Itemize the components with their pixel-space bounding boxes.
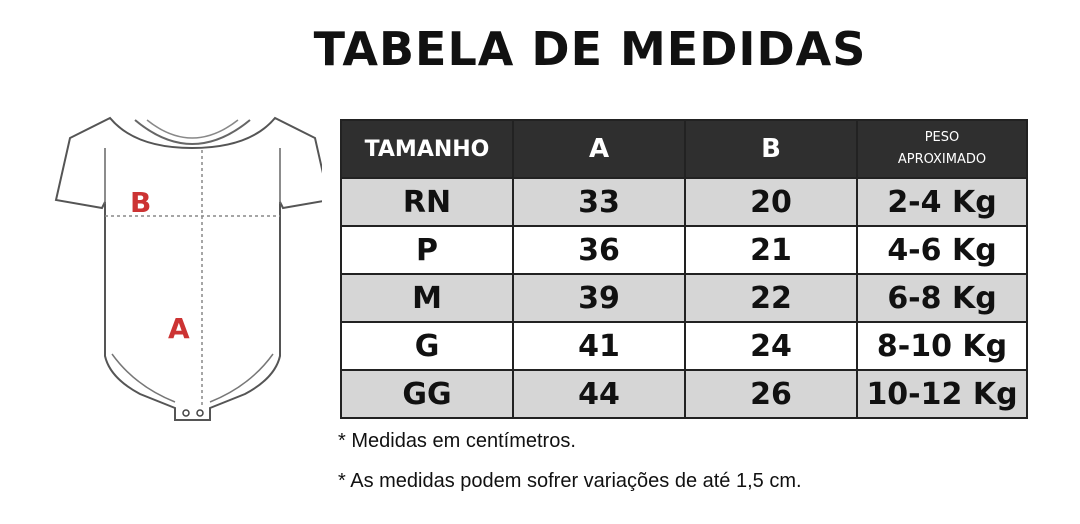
cell-b: 24 — [685, 322, 857, 370]
cell-a: 44 — [513, 370, 685, 418]
cell-weight: 6-8 Kg — [857, 274, 1027, 322]
cell-weight: 10-12 Kg — [857, 370, 1027, 418]
cell-weight: 8-10 Kg — [857, 322, 1027, 370]
header-weight-line2: APROXIMADO — [897, 152, 987, 167]
table-row — [341, 322, 1027, 370]
table-row — [341, 274, 1027, 322]
header-b: B — [685, 120, 857, 178]
table-row — [341, 178, 1027, 226]
header-size: TAMANHO — [341, 120, 513, 178]
cell-b: 22 — [685, 274, 857, 322]
page-title: TABELA DE MEDIDAS — [313, 22, 867, 76]
bodysuit-outline — [56, 118, 322, 420]
table-row — [341, 370, 1027, 418]
cell-size: P — [341, 226, 513, 274]
size-table-header — [341, 120, 1027, 178]
table-row — [341, 226, 1027, 274]
cell-b: 26 — [685, 370, 857, 418]
size-table — [340, 119, 1028, 419]
cell-size: RN — [341, 178, 513, 226]
cell-b: 20 — [685, 178, 857, 226]
cell-a: 39 — [513, 274, 685, 322]
cell-size: GG — [341, 370, 513, 418]
bodysuit-illustration — [50, 108, 322, 428]
header-weight — [857, 120, 1027, 178]
cell-size: G — [341, 322, 513, 370]
bodysuit-diagram — [50, 108, 322, 428]
cell-a: 41 — [513, 322, 685, 370]
measure-label-b: B — [130, 186, 152, 219]
cell-weight: 4-6 Kg — [857, 226, 1027, 274]
note-units: * Medidas em centímetros. — [338, 430, 576, 452]
header-a: A — [513, 120, 685, 178]
cell-size: M — [341, 274, 513, 322]
cell-a: 36 — [513, 226, 685, 274]
cell-a: 33 — [513, 178, 685, 226]
cell-b: 21 — [685, 226, 857, 274]
cell-weight: 2-4 Kg — [857, 178, 1027, 226]
header-weight-line1: PESO — [924, 130, 960, 145]
measure-label-a: A — [168, 312, 190, 345]
note-variation: * As medidas podem sofrer variações de até 1,5 cm. — [338, 470, 802, 492]
